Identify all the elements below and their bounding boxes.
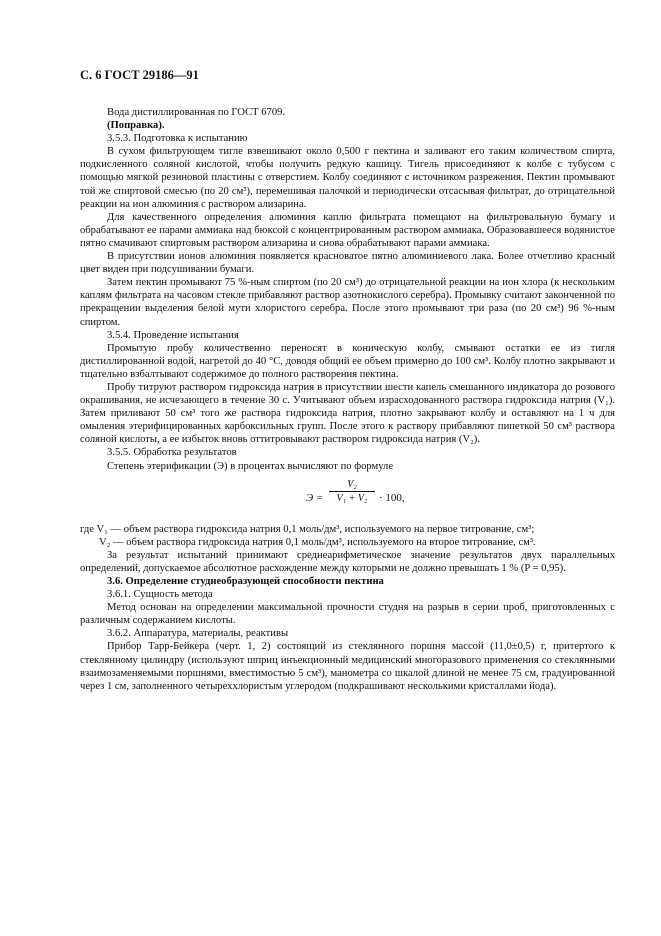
section-heading-3-6: 3.6. Определение студнеобразующей способности пектина [107, 576, 384, 587]
amendment-note: (Поправка). [107, 120, 165, 132]
paragraph: Промытую пробу количественно переносят в коническую колбу, смывают остатки ее из тигля дистиллированной водой, нагретой до 40 °С, доводя общий ее объем примерно до 100 см³. Колбу плотно закрывают и тщательно взбалтывают содержимое до полного растворения пектина. [80, 342, 615, 380]
document-page [80, 68, 615, 693]
variable-definition: V₂ — объем раствора гидроксида натрия 0,1 моль/дм³, используемого на второе титрование, см³. [99, 536, 536, 548]
paragraph: Затем пектин промывают 75 %-ным спиртом (по 20 см³) до отрицательной реакции на ион хлора (к нескольким каплям фильтрата на часовом стекле прибавляют раствор азотнокислого серебра). Промывку считают законченной по прекращении выделения белой мути хлористого серебра. После этого промывают три раза (по 20 см³) 96 %-ным спиртом. [80, 277, 615, 328]
paragraph: В сухом фильтрующем тигле взвешивают около 0,500 г пектина и заливают его таким количеством спирта, подкисленного соляной кислотой, чтобы получить редкую кашицу. Тигель присоединяют к колбе с тубусом с помощью мягкой резиновой пластины с отверстием. Колбу соединяют с источником разрежения. Пектин промывают той же спиртовой смесью (по 20 см³), перемешивая палочкой и периодически отсасывая фильтрат, до отрицательной реакции на ион алюминия с раствором ализарина. [80, 146, 615, 210]
paragraph: Степень этерификации (Э) в процентах вычисляют по формуле [107, 460, 394, 472]
section-heading-3-6-2: 3.6.2. Аппаратура, материалы, реактивы [107, 628, 289, 640]
esterification-formula [80, 479, 615, 519]
section-heading-3-5-4: 3.5.4. Проведение испытания [107, 329, 239, 341]
paragraph: Для качественного определения алюминия каплю фильтрата помещают на фильтровальную бумагу и обрабатывают ее парами аммиака над бюксой с концентрированным раствором аммиака. Образовавшееся водянистое пятно смачивают спиртовым раствором ализарина и снова обрабатывают парами аммиака. [80, 211, 615, 249]
formula-lhs: Э = [306, 491, 324, 504]
section-heading-3-5-5: 3.5.5. Обработка результатов [107, 447, 237, 459]
paragraph: В присутствии ионов алюминия появляется красноватое пятно алюминиевого лака. Более отчетливо красный цвет виден при подсушивании бумаги. [80, 251, 615, 276]
formula-rhs: · 100, [379, 491, 405, 504]
formula-fraction [329, 479, 375, 504]
page-header: С. 6 ГОСТ 29186—91 [80, 68, 199, 82]
paragraph: Метод основан на определении максимальной прочности студня на разрыв в серии проб, приготовленных с различным содержанием кислоты. [80, 602, 615, 627]
formula-denominator: V₁ + V₂ [336, 492, 368, 504]
text-line: Вода дистиллированная по ГОСТ 6709. [107, 107, 286, 118]
formula-numerator: V₂ [329, 479, 375, 492]
paragraph: За результат испытаний принимают среднеарифметическое значение результатов двух параллельных определений, допускаемое абсолютное расхождение между которыми не должно превышать 1 % (P = 0,95). [80, 549, 615, 574]
section-heading-3-5-3: 3.5.3. Подготовка к испытанию [107, 133, 248, 145]
paragraph: Прибор Тарр-Бейкера (черт. 1, 2) состоящий из стеклянного поршня массой (11,0±0,5) г, притертого к стеклянному цилиндру (используют шприц инъекционный медицинский многоразового применения со стеклянными взаимозаменяемыми поршнями, вместимостью 5 см³), манометра со шкалой длиной не менее 75 см, градуированной через 1 см, заполненного четыреххлористым углеродом (подкрашивают несколькими кристаллами йода). [80, 641, 615, 692]
section-heading-3-6-1: 3.6.1. Сущность метода [107, 589, 213, 601]
paragraph: Пробу титруют раствором гидроксида натрия в присутствии шести капель смешанного индикатора до розового окрашивания, не исчезающего в течение 30 с. Учитывают объем израсходованного раствора гидроксида натрия (V₁). Затем приливают 50 см³ того же раствора гидроксида натрия, плотно закрывают колбу и оставляют на 1 ч для омыления этерифицированных карбоксильных групп. После этого к раствору прибавляют пипеткой 50 см³ раствора соляной кислоты, а ее избыток вновь оттитровывают раствором гидроксида натрия (V₂). [80, 381, 615, 446]
variable-definition: где V₁ — объем раствора гидроксида натрия 0,1 моль/дм³, используемого на первое титрование, см³; [80, 523, 535, 535]
